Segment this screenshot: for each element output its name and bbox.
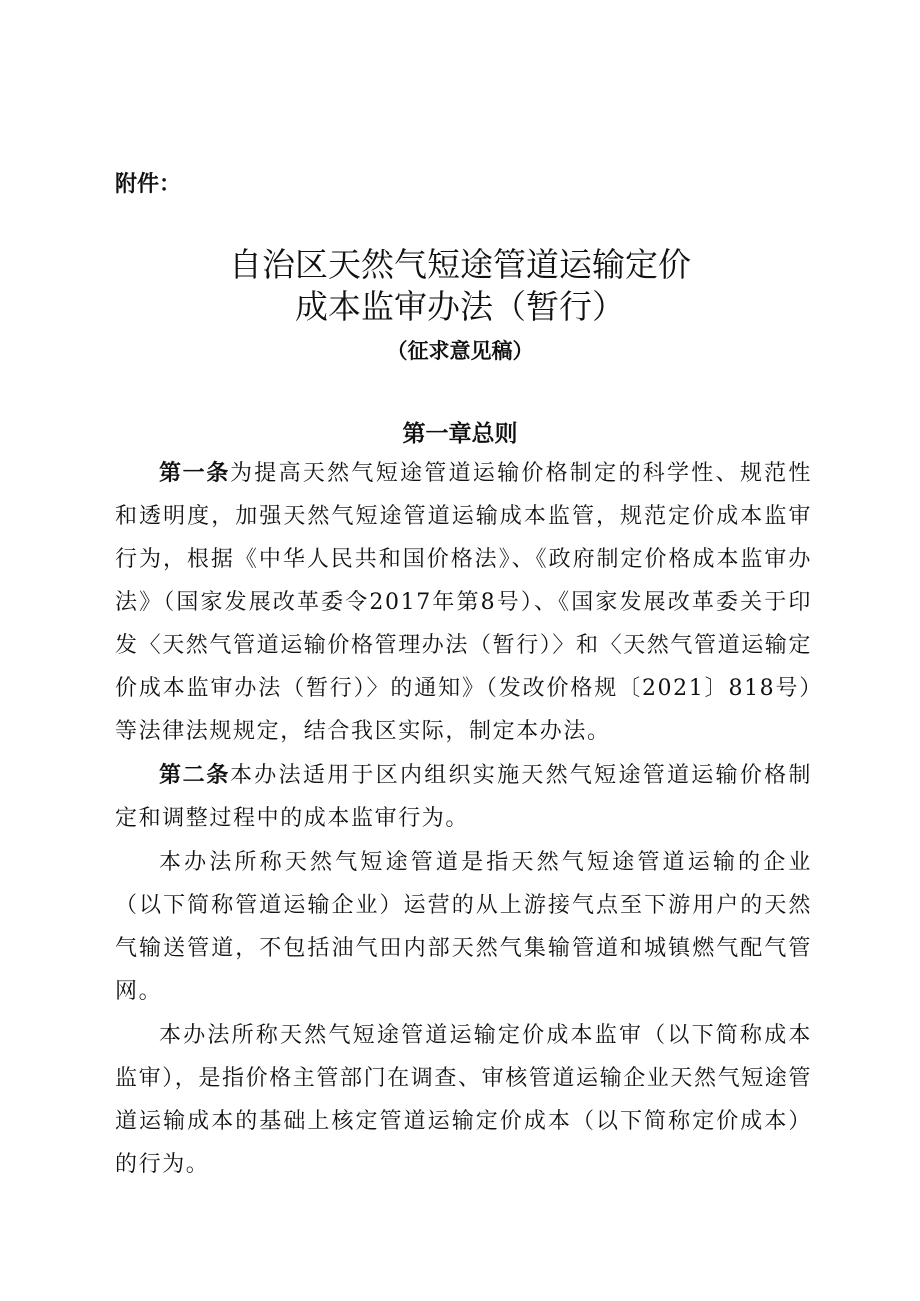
article-1-paragraph [115, 452, 812, 753]
draft-note: （征求意见稿） [386, 339, 534, 363]
document-title-line-2: 成本监审办法（暂行） [295, 287, 625, 326]
clause-pipeline-text: 本办法所称天然气短途管道是指天然气短途管道运输的企业（以下简称管道运输企业）运营的从上游接气点至下游用户的天然气输送管道，不包括油气田内部天然气集输管道和城镇燃气配气管网。 [115, 850, 812, 1004]
article-2-paragraph [115, 754, 812, 840]
article-2-label: 第二条 [159, 763, 231, 788]
article-2-text: 本办法适用于区内组织实施天然气短途管道运输价格制定和调整过程中的成本监审行为。 [115, 763, 812, 831]
article-2-clause-audit [115, 1014, 812, 1186]
chapter-heading: 第一章总则 [402, 421, 518, 447]
article-1-text: 为提高天然气短途管道运输价格制定的科学性、规范性和透明度，加强天然气短途管道运输成本监管，规范定价成本监审行为，根据《中华人民共和国价格法》、《政府制定价格成本监审办法》（国家发展改革委令2017年第8号）、《国家发展改革委关于印发〈天然气管道运输价格管理办法（暂行）〉和〈天然气管道运输定价成本监审办法（暂行）〉的通知》（发改价格规〔2021〕818号）等法律法规规定，结合我区实际，制定本办法。 [115, 461, 813, 744]
clause-audit-text: 本办法所称天然气短途管道运输定价成本监审（以下简称成本监审），是指价格主管部门在调查、审核管道运输企业天然气短途管道运输成本的基础上核定管道运输定价成本（以下简称定价成本）的行为。 [115, 1023, 813, 1177]
article-1-label: 第一条 [159, 461, 231, 486]
document-body [115, 452, 812, 1186]
article-2-clause-pipeline [115, 841, 812, 1013]
document-title-line-1: 自治区天然气短途管道运输定价 [229, 245, 691, 284]
attachment-label: 附件： [115, 172, 182, 197]
